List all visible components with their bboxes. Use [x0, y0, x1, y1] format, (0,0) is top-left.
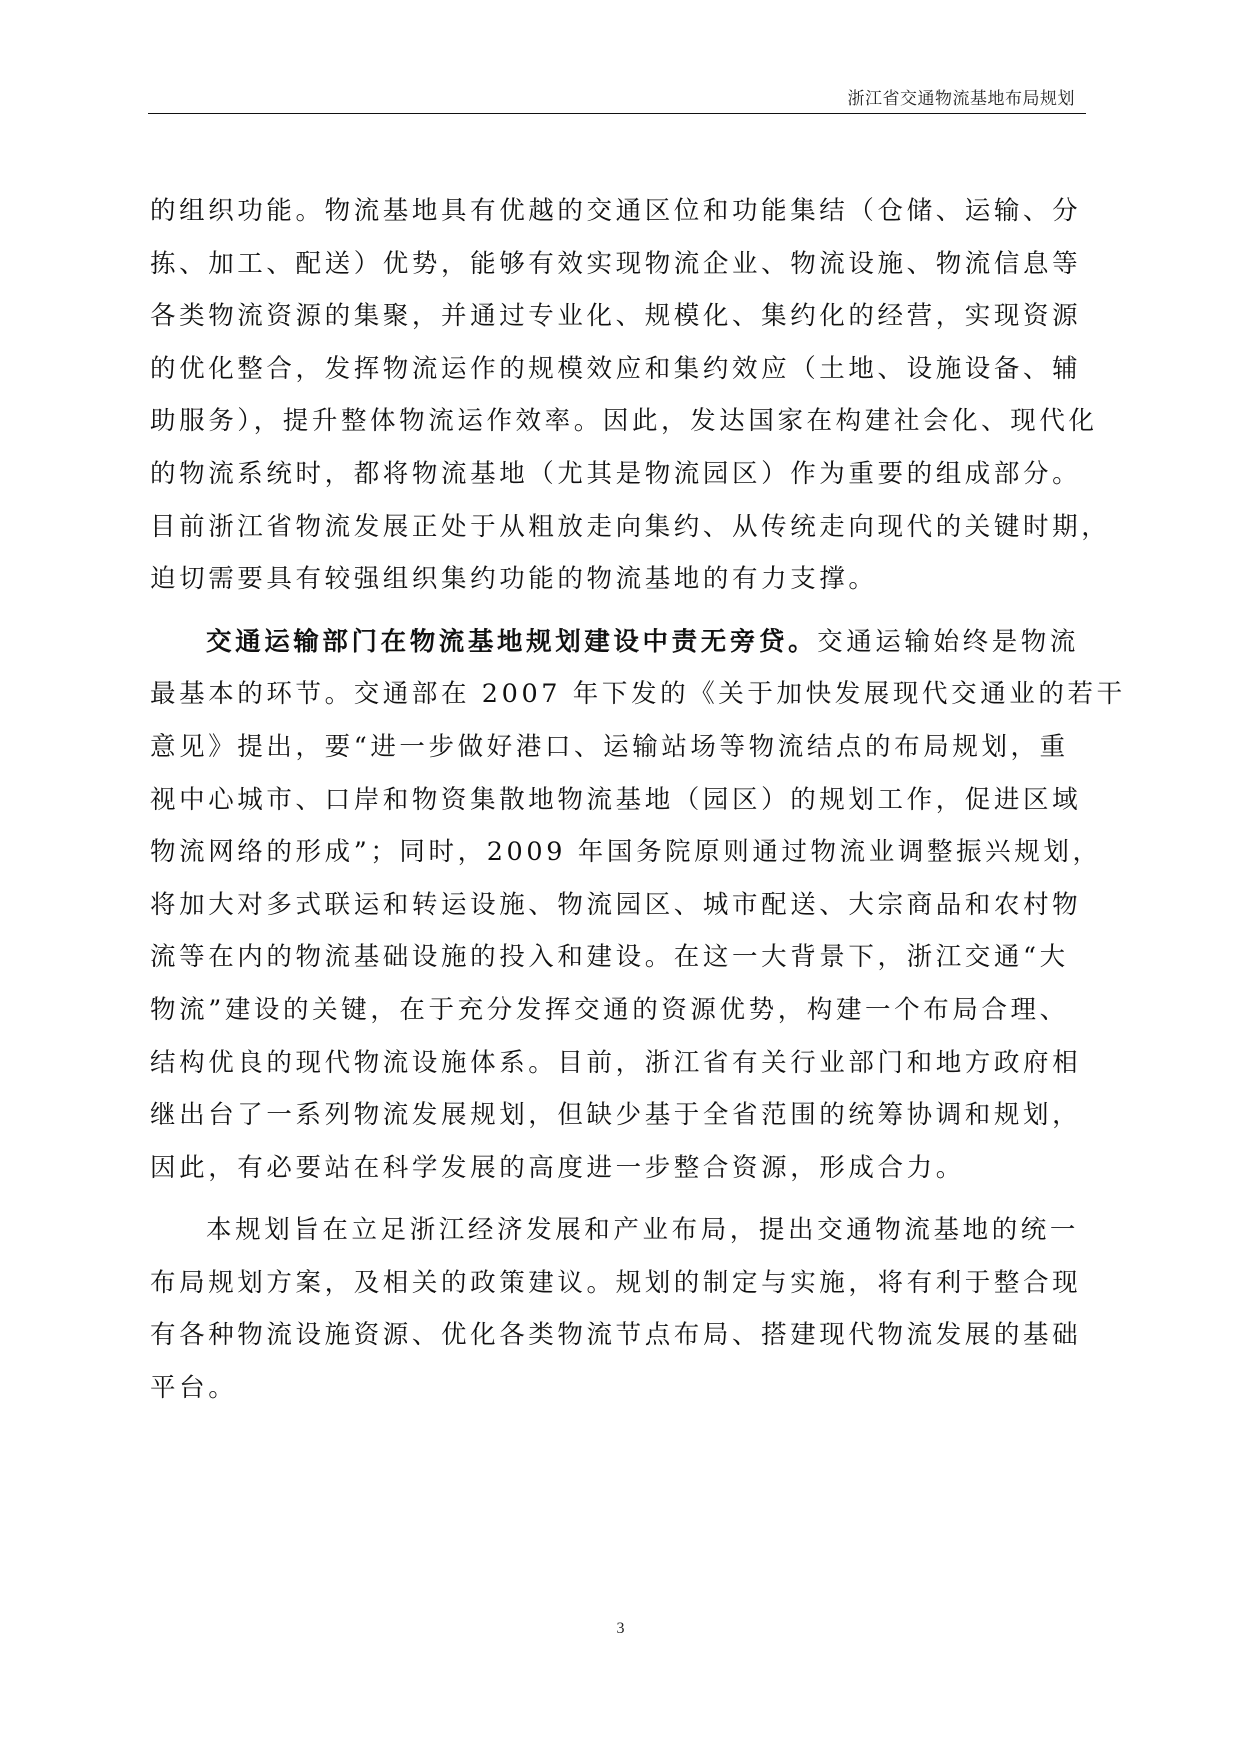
text-line: 拣、加工、配送）优势，能够有效实现物流企业、物流设施、物流信息等: [150, 248, 1082, 279]
text-line: 结构优良的现代物流设施体系。目前，浙江省有关行业部门和地方政府相: [150, 1047, 1082, 1078]
first-line-rest: 交通运输始终是物流: [817, 626, 1080, 657]
text-line: 的组织功能。物流基地具有优越的交通区位和功能集结（仓储、运输、分: [150, 196, 1082, 226]
text-line: 物流”建设的关键，在于充分发挥交通的资源优势，构建一个布局合理、: [150, 994, 1069, 1025]
text-line: 迫切需要具有较强组织集约功能的物流基地的有力支撑。: [150, 564, 878, 595]
text-line: 的物流系统时，都将物流基地（尤其是物流园区）作为重要的组成部分。: [150, 458, 1082, 489]
bold-lead-sentence: 交通运输部门在物流基地规划建设中责无旁贷。: [206, 626, 818, 657]
paragraph-2-first-line: [150, 616, 1082, 669]
text-line: 的优化整合，发挥物流运作的规模效应和集约效应（土地、设施设备、辅: [150, 353, 1082, 384]
text-line: 最基本的环节。交通部在 2007 年下发的《关于加快发展现代交通业的若干: [150, 679, 1126, 710]
text-line: 视中心城市、口岸和物资集散地物流基地（园区）的规划工作，促进区域: [150, 784, 1082, 815]
paragraph-3: [150, 1204, 1082, 1414]
text-line: 本规划旨在立足浙江经济发展和产业布局，提出交通物流基地的统一: [206, 1215, 1080, 1246]
document-body: [150, 185, 1126, 1415]
paragraph-1: [150, 185, 1111, 606]
text-line: 流等在内的物流基础设施的投入和建设。在这一大背景下，浙江交通“大: [150, 942, 1069, 973]
text-line: 布局规划方案，及相关的政策建议。规划的制定与实施，将有利于整合现: [150, 1267, 1082, 1298]
text-line: 物流网络的形成”；同时，2009 年国务院原则通过物流业调整振兴规划，: [150, 837, 1102, 868]
text-line: 因此，有必要站在科学发展的高度进一步整合资源，形成合力。: [150, 1152, 965, 1183]
text-line: 有各种物流设施资源、优化各类物流节点布局、搭建现代物流发展的基础: [150, 1320, 1082, 1351]
paragraph-2: [150, 616, 1126, 1195]
text-line: 将加大对多式联运和转运设施、物流园区、城市配送、大宗商品和农村物: [150, 889, 1082, 920]
text-line: 继出台了一系列物流发展规划，但缺少基于全省范围的统筹协调和规划，: [150, 1100, 1082, 1131]
text-line: 各类物流资源的集聚，并通过专业化、规模化、集约化的经营，实现资源: [150, 301, 1082, 332]
header-rule: [148, 113, 1086, 114]
text-line: 助服务），提升整体物流运作效率。因此，发达国家在构建社会化、现代化: [150, 406, 1098, 437]
text-line: 平台。: [150, 1373, 238, 1404]
page-number: 3: [616, 1620, 625, 1637]
text-line: 目前浙江省物流发展正处于从粗放走向集约、从传统走向现代的关键时期，: [150, 511, 1111, 542]
text-line: 意见》提出，要“进一步做好港口、运输站场等物流结点的布局规划，重: [150, 731, 1069, 762]
running-header-title: 浙江省交通物流基地布局规划: [847, 89, 1075, 109]
